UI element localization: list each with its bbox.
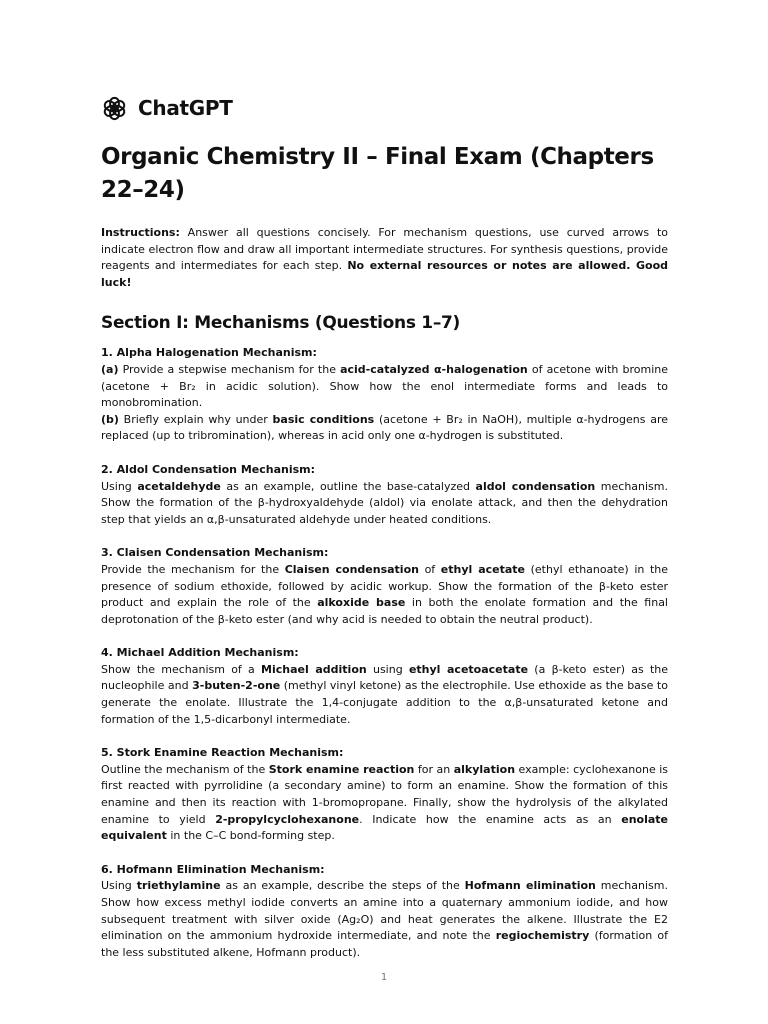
text: mechanism. Show how excess methyl iodide converts an amine into a quaternary ammonium iodide, and how subsequent treatment with silver oxide (Ag₂O) and heat generates the alkene. Illustrate the E2 elimination on the ammonium hydroxide intermediate, and note the — [101, 879, 668, 943]
brand-name: ChatGPT — [138, 96, 233, 120]
text: (acetone + Br₂ in NaOH), multiple α-hydrogens are replaced (up to tribromination), whereas in acid only one α-hydrogen is substituted. — [101, 412, 668, 443]
text: (formation of the less substituted alkene, Hofmann product). — [101, 929, 668, 959]
text: Provide a stepwise mechanism for the — [118, 362, 341, 376]
text: Show the mechanism of a — [101, 662, 262, 676]
instructions-label: Instructions: — [101, 226, 180, 239]
text: Using — [101, 879, 137, 893]
question-body — [101, 662, 668, 728]
text: example: cyclohexanone is first reacted with pyrrolidine (a secondary amine) to form an enamine. Show the formation of this enamine and then its reaction with 1-bromopropane. Finally, show the hydrolysis of the alkylated enamine to yield — [101, 762, 669, 826]
question-title: 6. Hofmann Elimination Mechanism: — [101, 862, 325, 876]
text: as an example, describe the steps of the — [220, 879, 465, 893]
question-3 — [101, 545, 668, 628]
question-6 — [101, 862, 668, 962]
text: (methyl vinyl ketone) as the electrophile. Use ethoxide as the base to generate the enolate. Illustrate the 1,4-conjugate addition to the α,β-unsaturated ketone and formation of the 1,5-dicarbonyl intermediate. — [101, 679, 668, 726]
bold-term: enolate equivalent — [101, 812, 668, 843]
bold-term: Stork enamine reaction — [268, 762, 415, 776]
question-2 — [101, 462, 668, 528]
text: . Indicate how the enamine acts as an — [359, 812, 622, 826]
question-title: 1. Alpha Halogenation Mechanism: — [101, 346, 317, 360]
bold-term: regiochemistry — [495, 929, 590, 943]
text: Briefly explain why under — [118, 412, 273, 426]
question-4 — [101, 645, 668, 728]
question-body — [101, 562, 668, 628]
question-title: 3. Claisen Condensation Mechanism: — [101, 546, 329, 560]
document-page — [101, 92, 668, 961]
question-body — [101, 479, 668, 529]
question-part-a — [101, 362, 668, 412]
bold-term: basic conditions — [272, 412, 375, 426]
instructions — [101, 225, 668, 291]
instructions-closing: No external resources or notes are allowed. Good luck! — [101, 259, 668, 289]
bold-term: alkylation — [453, 762, 516, 776]
text: using — [366, 662, 409, 676]
text: mechanism. Show the formation of the β-hydroxyaldehyde (aldol) via enolate attack, and then the dehydration step that yields an α,β-unsaturated aldehyde under heated conditions. — [101, 479, 668, 526]
text: of — [418, 562, 441, 576]
text: of acetone with bromine (acetone + Br₂ in acidic solution). Show how the enol intermediate forms and leads to monobromination. — [101, 362, 668, 410]
brand-header — [101, 92, 668, 124]
bold-term: acetaldehyde — [137, 479, 221, 493]
bold-term: acid-catalyzed α-halogenation — [340, 362, 528, 376]
text: Outline the mechanism of the — [101, 762, 269, 776]
bold-term: 2-propylcyclohexanone — [215, 812, 360, 826]
text: for an — [414, 762, 454, 776]
question-1 — [101, 345, 668, 445]
bold-term: triethylamine — [136, 879, 221, 893]
text: (a β-keto ester) as the nucleophile and — [101, 662, 669, 693]
bold-term: ethyl acetate — [440, 562, 526, 576]
text: as an example, outline the base-catalyzed — [220, 479, 476, 493]
question-part-b — [101, 412, 668, 445]
bold-term: 3-buten-2-one — [192, 679, 281, 693]
question-title: 4. Michael Addition Mechanism: — [101, 646, 299, 660]
openai-logo-icon — [101, 95, 128, 122]
part-label: (a) — [101, 362, 119, 376]
text: (ethyl ethanoate) in the presence of sodium ethoxide, followed by acidic workup. Show the formation of the β-keto ester product and explain the role of the — [101, 562, 668, 610]
question-body — [101, 878, 668, 961]
bold-term: Claisen condensation — [284, 562, 419, 576]
bold-term: alkoxide base — [317, 596, 406, 610]
question-body — [101, 762, 668, 845]
bold-term: Michael addition — [261, 662, 367, 676]
exam-title: Organic Chemistry II – Final Exam (Chapters 22–24) — [101, 144, 654, 203]
text: Provide the mechanism for the — [101, 562, 285, 576]
question-5 — [101, 745, 668, 845]
page-number: 1 — [380, 972, 388, 983]
text: in both the enolate formation and the final deprotonation of the β-keto ester (and why acid is needed to obtain the neutral product). — [101, 596, 668, 626]
text: in the C–C bond-forming step. — [166, 829, 335, 843]
bold-term: aldol condensation — [475, 479, 596, 493]
question-title: 2. Aldol Condensation Mechanism: — [101, 462, 316, 476]
section-title: Section I: Mechanisms (Questions 1–7) — [101, 313, 461, 334]
text: Using — [101, 479, 138, 493]
part-label: (b) — [101, 412, 119, 426]
instructions-text: Answer all questions concisely. For mechanism questions, use curved arrows to indicate electron flow and draw all important intermediate structures. For synthesis questions, provide reagents and intermediates for each step. — [101, 226, 668, 273]
bold-term: ethyl acetoacetate — [408, 662, 529, 676]
question-title: 5. Stork Enamine Reaction Mechanism: — [101, 746, 344, 760]
bold-term: Hofmann elimination — [464, 879, 596, 893]
